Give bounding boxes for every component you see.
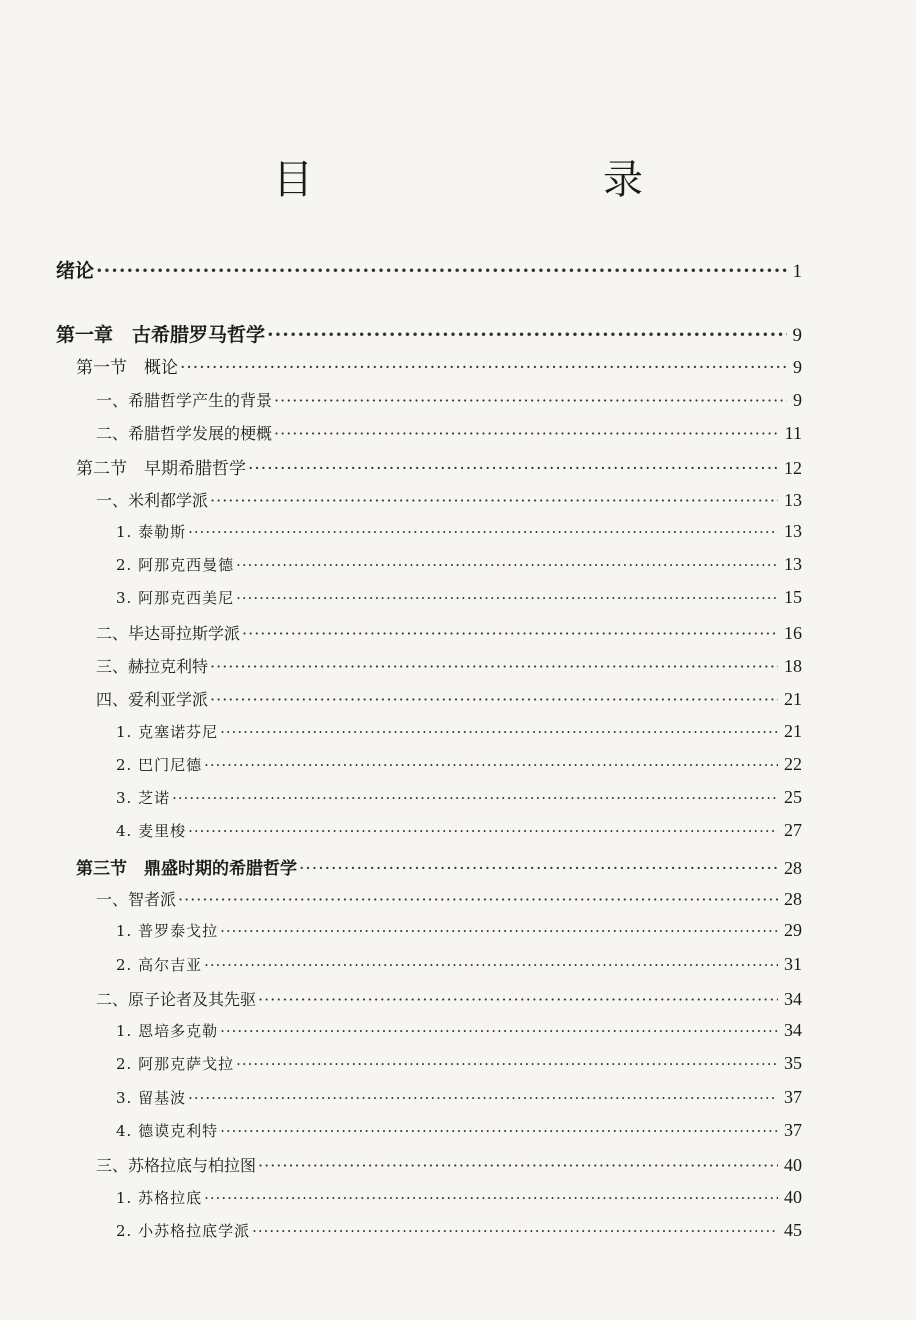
toc-entry-label: 3. 芝诺 (116, 789, 171, 807)
toc-entry-label: 一、智者派 (96, 890, 177, 909)
leader-dots (274, 424, 779, 443)
toc-entry-item[interactable] (116, 1053, 802, 1074)
toc-entry-chapter-1[interactable] (56, 320, 802, 347)
leader-dots (204, 1189, 778, 1207)
toc-entry-label: 四、爱利亚学派 (96, 690, 209, 709)
toc-entry-label: 二、毕达哥拉斯学派 (96, 624, 241, 643)
toc-entry-page: 9 (793, 390, 802, 410)
leader-dots (248, 459, 778, 479)
toc-entry-page: 15 (784, 587, 802, 607)
leader-dots (236, 1055, 778, 1073)
toc-entry-label: 3. 留基波 (116, 1089, 187, 1107)
toc-entry-page: 9 (793, 357, 802, 377)
leader-dots (267, 324, 786, 346)
toc-entry-label: 第三节 鼎盛时期的希腊哲学 (76, 859, 297, 879)
toc-entry-label: 二、希腊哲学发展的梗概 (96, 424, 273, 443)
toc-entry-item[interactable] (116, 721, 802, 742)
toc-entry-item[interactable] (116, 1087, 802, 1108)
leader-dots (220, 1022, 778, 1040)
toc-entry-page: 29 (784, 920, 802, 940)
leader-dots (96, 260, 786, 282)
toc-entry-subsection[interactable] (96, 621, 802, 644)
toc-entry-label: 第一章 古希腊罗马哲学 (56, 324, 266, 346)
toc-entry-page: 28 (784, 858, 802, 878)
page-title: 目 录 (273, 157, 713, 203)
toc-entry-page: 22 (784, 754, 802, 774)
toc-entry-page: 13 (784, 554, 802, 574)
toc-entry-page: 16 (784, 623, 802, 643)
toc-entry-page: 37 (784, 1120, 802, 1140)
toc-entry-label: 第二节 早期希腊哲学 (76, 459, 246, 479)
toc-entry-label: 3. 阿那克西美尼 (116, 589, 235, 607)
toc-entry-item[interactable] (116, 587, 802, 608)
toc-entry-subsection[interactable] (96, 1153, 802, 1176)
toc-entry-page: 37 (784, 1087, 802, 1107)
leader-dots (274, 391, 787, 410)
toc-entry-item[interactable] (116, 554, 802, 575)
leader-dots (258, 1156, 778, 1175)
toc-entry-item[interactable] (116, 754, 802, 775)
toc-entry-subsection[interactable] (96, 887, 802, 910)
toc-entry-page: 34 (784, 1020, 802, 1040)
toc-entry-page: 35 (784, 1053, 802, 1073)
toc-entry-subsection[interactable] (96, 421, 802, 444)
toc-entry-label: 4. 德谟克利特 (116, 1122, 219, 1140)
toc-entry-label: 2. 小苏格拉底学派 (116, 1222, 251, 1240)
leader-dots (220, 922, 778, 940)
toc-entry-label: 1. 普罗泰戈拉 (116, 922, 219, 940)
toc-entry-label: 1. 克塞诺芬尼 (116, 723, 219, 741)
leader-dots (204, 956, 778, 974)
leader-dots (210, 690, 778, 709)
leader-dots (236, 589, 778, 607)
leader-dots (220, 1122, 778, 1140)
toc-entry-page: 34 (784, 989, 802, 1009)
toc-entry-subsection[interactable] (96, 987, 802, 1010)
toc-entry-page: 18 (784, 656, 802, 676)
toc-entry-label: 二、原子论者及其先驱 (96, 990, 257, 1009)
toc-entry-item[interactable] (116, 1220, 802, 1241)
toc-entry-page: 27 (784, 820, 802, 840)
toc-entry-label: 一、米利都学派 (96, 491, 209, 510)
toc-entry-page: 9 (792, 325, 802, 346)
toc-entry-subsection[interactable] (96, 388, 802, 411)
leader-dots (258, 990, 778, 1009)
leader-dots (188, 523, 778, 541)
leader-dots (188, 1089, 778, 1107)
toc-entry-label: 第一节 概论 (76, 358, 178, 378)
toc-entry-page: 12 (784, 458, 802, 478)
toc-entry-item[interactable] (116, 787, 802, 808)
toc-entry-item[interactable] (116, 954, 802, 975)
toc-entry-page: 40 (784, 1187, 802, 1207)
toc-entry-label: 2. 高尔吉亚 (116, 956, 203, 974)
toc-entry-subsection[interactable] (96, 654, 802, 677)
toc-entry-page: 1 (792, 261, 802, 282)
toc-entry-subsection[interactable] (96, 488, 802, 511)
toc-entry-label: 绪论 (56, 260, 95, 282)
toc-entry-item[interactable] (116, 1187, 802, 1208)
toc-entry-item[interactable] (116, 521, 802, 542)
toc-entry-page: 11 (784, 423, 802, 443)
leader-dots (180, 358, 787, 378)
leader-dots (299, 859, 778, 879)
toc-entry-label: 一、希腊哲学产生的背景 (96, 391, 273, 410)
toc-entry-label: 三、赫拉克利特 (96, 657, 209, 676)
leader-dots (236, 556, 778, 574)
toc-entry-item[interactable] (116, 920, 802, 941)
toc-entry-label: 1. 恩培多克勒 (116, 1022, 219, 1040)
leader-dots (220, 723, 778, 741)
leader-dots (210, 491, 778, 510)
toc-entry-page: 13 (784, 521, 802, 541)
toc-entry-page: 45 (784, 1220, 802, 1240)
toc-entry-page: 21 (784, 721, 802, 741)
toc-entry-page: 40 (784, 1155, 802, 1175)
toc-entry-introduction[interactable] (56, 256, 802, 283)
toc-entry-label: 4. 麦里梭 (116, 822, 187, 840)
toc-entry-page: 25 (784, 787, 802, 807)
toc-entry-section[interactable] (76, 454, 802, 479)
leader-dots (204, 756, 778, 774)
toc-entry-page: 21 (784, 689, 802, 709)
leader-dots (242, 624, 778, 643)
toc-entry-page: 28 (784, 889, 802, 909)
toc-entry-page: 31 (784, 954, 802, 974)
toc-entry-label: 1. 苏格拉底 (116, 1189, 203, 1207)
toc-entry-page: 13 (784, 490, 802, 510)
toc-entry-item[interactable] (116, 820, 802, 841)
leader-dots (188, 822, 778, 840)
toc-entry-label: 2. 阿那克西曼德 (116, 556, 235, 574)
toc-entry-item[interactable] (116, 1120, 802, 1141)
toc-entry-subsection[interactable] (96, 687, 802, 710)
toc-entry-label: 1. 泰勒斯 (116, 523, 187, 541)
leader-dots (172, 789, 778, 807)
leader-dots (210, 657, 778, 676)
toc-entry-section[interactable] (76, 353, 802, 378)
toc-entry-label: 2. 阿那克萨戈拉 (116, 1055, 235, 1073)
leader-dots (252, 1222, 778, 1240)
toc-entry-label: 2. 巴门尼德 (116, 756, 203, 774)
leader-dots (178, 890, 778, 909)
toc-entry-label: 三、苏格拉底与柏拉图 (96, 1156, 257, 1175)
toc-entry-item[interactable] (116, 1020, 802, 1041)
toc-entry-section[interactable] (76, 854, 802, 879)
